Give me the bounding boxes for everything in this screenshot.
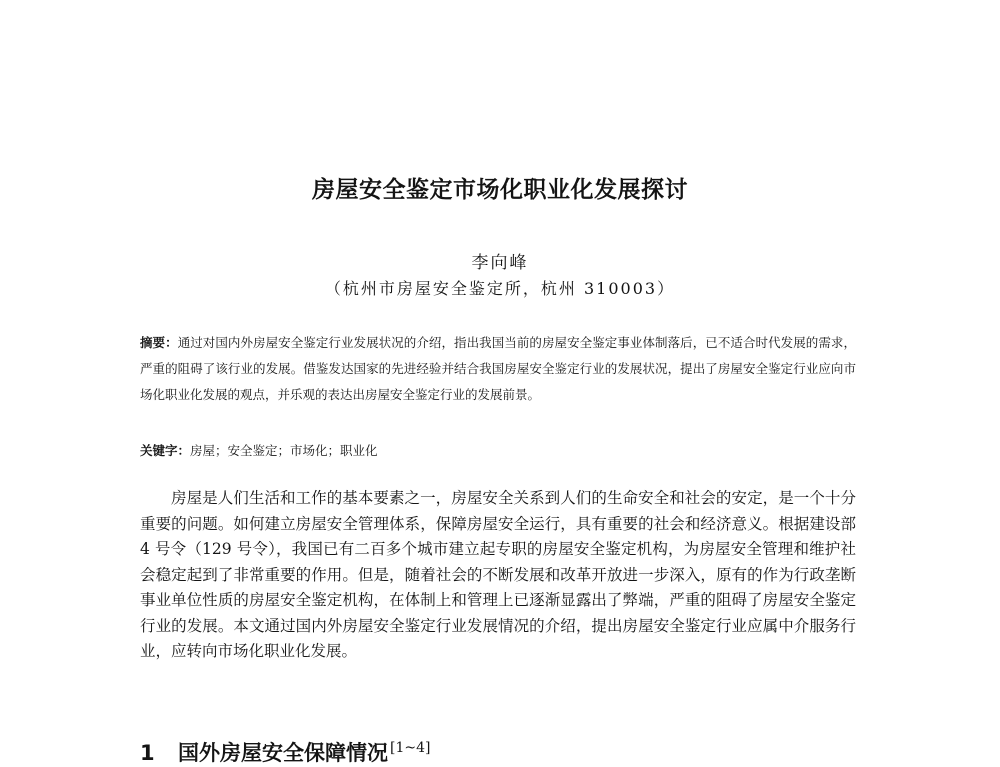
section-number: 1	[140, 741, 155, 765]
abstract-text: 通过对国内外房屋安全鉴定行业发展状况的介绍，指出我国当前的房屋安全鉴定事业体制落后，已不适合时代发展的需求，严重的阻碍了该行业的发展。借鉴发达国家的先进经验并结合我国房屋安全鉴定行业的发展状况，提出了房屋安全鉴定行业应向市场化职业化发展的观点，并乐观的表达出房屋安全鉴定行业的发展前景。	[140, 335, 856, 402]
author-affiliation: （杭州市房屋安全鉴定所，杭州 310003）	[324, 279, 676, 298]
keywords-label: 关键字：	[140, 443, 191, 458]
author-name: 李向峰	[471, 253, 529, 273]
section-heading	[140, 737, 856, 767]
paper-title: 房屋安全鉴定市场化职业化发展探讨	[312, 177, 688, 203]
keywords	[140, 438, 856, 464]
keywords-text: 房屋；安全鉴定；市场化；职业化	[190, 443, 378, 458]
section-title: 国外房屋安全保障情况	[178, 741, 388, 765]
abstract-label: 摘要：	[140, 335, 178, 350]
section-citation: [1~4]	[390, 740, 431, 756]
body-paragraph: 房屋是人们生活和工作的基本要素之一，房屋安全关系到人们的生命安全和社会的安定，是一个十分重要的问题。如何建立房屋安全管理体系，保障房屋安全运行，具有重要的社会和经济意义。根据建设部 4 号令（129 号令），我国已有二百多个城市建立起专职的房屋安全鉴定机构，为房屋安全管理和维护社会稳定起到了非常重要的作用。但是，随着社会的不断发展和改革开放进一步深入，原有的作为行政垄断事业单位性质的房屋安全鉴定机构，在体制上和管理上已逐渐显露出了弊端，严重的阻碍了房屋安全鉴定行业的发展。本文通过国内外房屋安全鉴定行业发展情况的介绍，提出房屋安全鉴定行业应属中介服务行业，应转向市场化职业化发展。	[140, 489, 856, 660]
abstract	[140, 330, 856, 408]
